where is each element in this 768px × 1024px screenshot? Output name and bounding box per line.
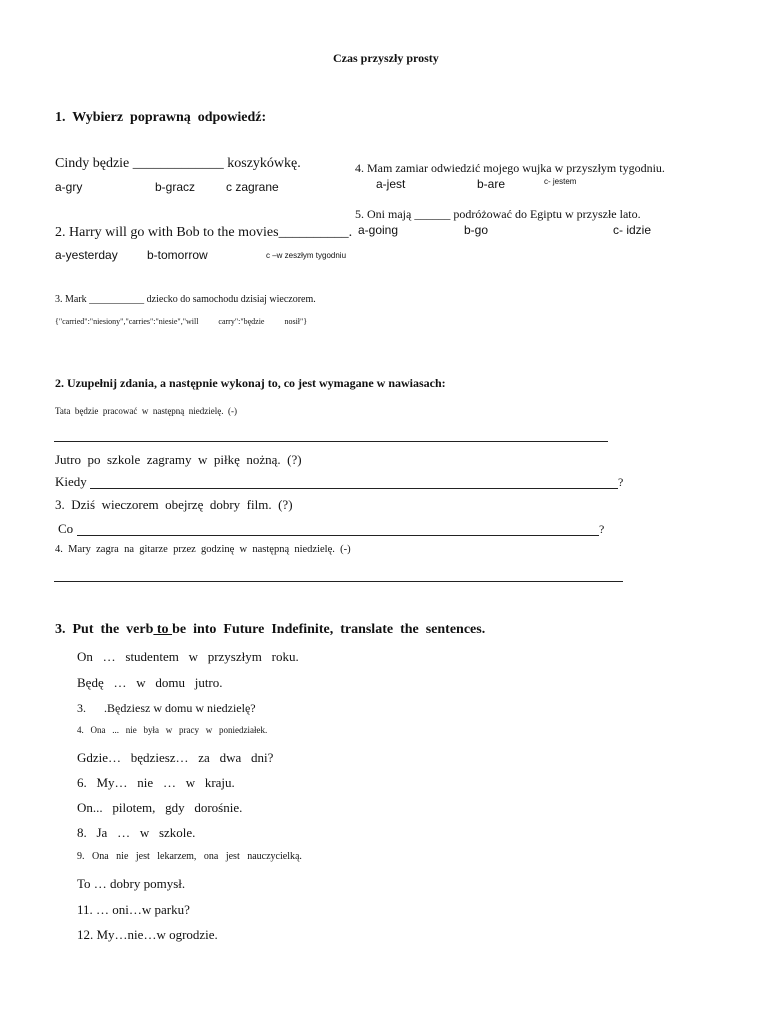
ex1-q4-option-c: c- jestem [544, 177, 577, 186]
answer-line-1[interactable] [54, 441, 608, 442]
ex1-question-5: 5. Oni mają ______ podróżować do Egiptu w przyszłe lato. [355, 207, 641, 221]
ex2-sentence-3-prefix: Co [58, 521, 74, 536]
ex1-question-4: 4. Mam zamiar odwiedzić mojego wujka w przyszłym tygodniu. [355, 161, 665, 175]
answer-line-3[interactable] [77, 535, 599, 536]
ex2-sentence-2: Jutro po szkole zagramy w piłkę nożną. (?) [55, 452, 302, 467]
answer-line-4[interactable] [54, 581, 623, 582]
ex1-question-3: 3. Mark ___________ dziecko do samochodu dzisiaj wieczorem. [55, 294, 316, 305]
answer-line-2[interactable] [90, 488, 618, 489]
ex3-item-8: 8. Ja … w szkole. [77, 825, 196, 840]
ex1-q1-option-b: b-gracz [155, 180, 196, 194]
ex1-q2-option-c: c –w zeszłym tygodniu [266, 251, 347, 260]
exercise-2-heading: 2. Uzupełnij zdania, a następnie wykonaj to, co jest wymagane w nawiasach: [55, 376, 446, 390]
ex2-sentence-3: 3. Dziś wieczorem obejrzę dobry film. (?) [55, 497, 293, 512]
ex3-item-2: Będę … w domu jutro. [77, 675, 223, 690]
ex3-item-11: 11. … oni…w parku? [77, 902, 190, 917]
exercise-3-heading [55, 623, 485, 637]
ex2-sentence-4: 4. Mary zagra na gitarze przez godzinę w następną niedzielę. (-) [55, 544, 351, 555]
ex3-item-12: 12. My…nie…w ogrodzie. [77, 927, 218, 942]
ex2-sentence-2-prefix: Kiedy [55, 474, 87, 489]
ex1-q1-option-a: a-gry [55, 180, 83, 194]
ex3-item-3: 3. .Będziesz w domu w niedzielę? [77, 701, 256, 715]
ex3-item-6: 6. My… nie … w kraju. [77, 775, 235, 790]
ex2-sentence-1: Tata będzie pracować w następną niedzielę. (-) [55, 406, 238, 416]
page-title: Czas przyszły prosty [333, 51, 439, 65]
ex3-item-1: On … studentem w przyszłym roku. [77, 649, 299, 664]
ex1-q2-option-a: a-yesterday [55, 248, 118, 262]
ex1-question-1: Cindy będzie _____________ koszykówkę. [55, 156, 301, 171]
ex3-heading-to: to [153, 622, 173, 637]
ex1-q5-option-b: b-go [464, 223, 489, 237]
ex1-q5-option-c: c- idzie [613, 223, 652, 237]
ex3-heading-part-2: be into Future Indefinite, translate the sentences. [172, 622, 486, 637]
ex1-question-2: 2. Harry will go with Bob to the movies__________. [55, 225, 353, 240]
exercise-1-heading: 1. Wybierz poprawną odpowiedź: [55, 110, 267, 125]
ex3-item-9: 9. Ona nie jest lekarzem, ona jest nauczycielką. [77, 851, 302, 862]
ex3-item-5: Gdzie… będziesz… za dwa dni? [77, 750, 274, 765]
ex3-item-7: On... pilotem, gdy dorośnie. [77, 800, 243, 815]
ex3-item-4: 4. Ona ... nie była w pracy w poniedziałek. [77, 725, 268, 735]
ex1-q5-option-a: a-going [358, 223, 399, 237]
ex1-q2-option-b: b-tomorrow [147, 248, 208, 262]
ex3-heading-part-1: 3. Put the verb [55, 622, 154, 637]
ex3-item-10: To … dobry pomysł. [77, 876, 186, 891]
ex1-q3-options: {"carried":"niesiony","carries":"niesie","will carry":"będzie nosił"} [55, 317, 308, 326]
ex1-q4-option-b: b-are [477, 177, 506, 191]
ex2-sentence-2-suffix: ? [618, 475, 624, 489]
ex1-q1-option-c: c zagrane [226, 180, 279, 194]
ex1-q4-option-a: a-jest [376, 177, 406, 191]
ex2-sentence-3-suffix: ? [599, 522, 605, 536]
